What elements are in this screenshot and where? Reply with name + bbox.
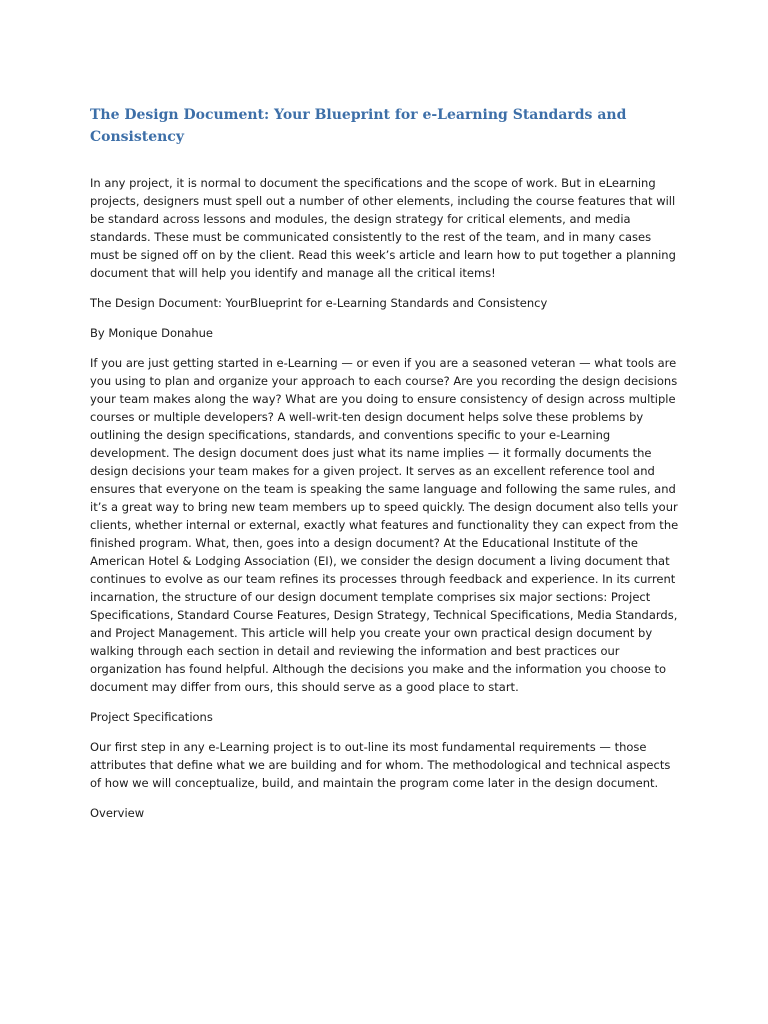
intro-paragraph: In any project, it is normal to document the specifications and the scope of work. But in eLearning projects, designers must spell out a number of other elements, including the course features that will be standard across lessons and modules, the design strategy for critical elements, and media standards. These must be communicated consistently to the rest of the team, and in many cases must be signed off on by the client. Read this week’s article and learn how to put together a planning document that will help you identify and manage all the critical items! <box>90 176 676 280</box>
body-paragraph: Our first step in any e-Learning project is to out-line its most fundamental requirements — those attributes that define what we are building and for whom. The methodological and technical aspects of how we will conceptualize, build, and maintain the program come later in the design document. <box>90 740 671 790</box>
section-heading-project-specifications: Project Specifications <box>90 710 213 724</box>
author-byline: By Monique Donahue <box>90 326 213 340</box>
document-title: The Design Document: Your Blueprint for e-Learning Standards and Consistency <box>90 107 627 145</box>
article-title-line: The Design Document: YourBlueprint for e-Learning Standards and Consistency <box>90 296 548 310</box>
body-paragraph: If you are just getting started in e-Learning — or even if you are a seasoned veteran — what tools are you using to plan and organize your approach to each course? Are you recording the design decisions your team makes along the way? What are you doing to ensure consistency of design across multiple courses or multiple developers? A well-writ-ten design document helps solve these problems by outlining the design specifications, standards, and conventions specific to your e-Learning development. The design document does just what its name implies — it formally documents the design decisions your team makes for a given project. It serves as an excellent reference tool and ensures that everyone on the team is speaking the same language and following the same rules, and it’s a great way to bring new team members up to speed quickly. The design document also tells your clients, whether internal or external, exactly what features and functionality they can expect from the finished program. What, then, goes into a design document? At the Educational Institute of the American Hotel & Lodging Association (EI), we consider the design document a living document that continues to evolve as our team refines its processes through feedback and experience. In its current incarnation, the structure of our design document template comprises six major sections: Project Specifications, Standard Course Features, Design Strategy, Technical Specifications, Media Standards, and Project Management. This article will help you create your own practical design document by walking through each section in detail and reviewing the information and best practices our organization has found helpful. Although the decisions you make and the information you choose to document may differ from ours, this should serve as a good place to start. <box>90 356 679 694</box>
document-page <box>90 104 680 834</box>
section-heading-overview: Overview <box>90 806 145 820</box>
